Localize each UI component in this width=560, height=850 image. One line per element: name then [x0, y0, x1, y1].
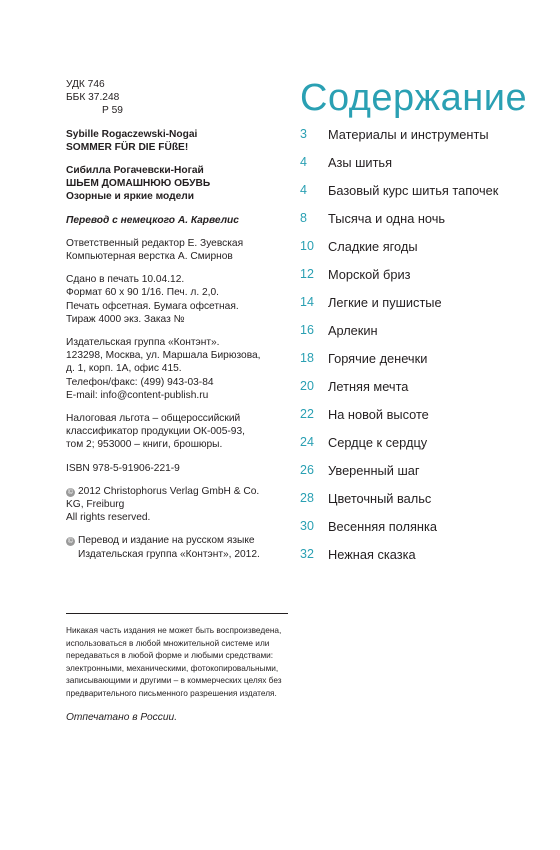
copyright-icon: © [67, 488, 74, 496]
toc-item[interactable] [300, 540, 540, 568]
toc-item-label: Нежная сказка [328, 546, 416, 562]
toc-item-label: На новой высоте [328, 406, 429, 422]
copyright-icon: © [67, 538, 74, 546]
toc-page-number: 24 [300, 435, 314, 449]
toc-page-number: 22 [300, 407, 314, 421]
udk-code: УДК 746 [66, 79, 105, 90]
toc-item-label: Морской бриз [328, 266, 411, 282]
toc-page-number: 4 [300, 155, 307, 169]
toc-item-label: Азы шитья [328, 154, 393, 170]
legal-line: использоваться в любой множительной системе или [66, 637, 270, 648]
toc-page-number: 8 [300, 211, 307, 225]
rights-reserved: All rights reserved. [66, 512, 151, 524]
toc-item[interactable] [300, 400, 540, 428]
original-author: Sybille Rogaczewski-Nogai [66, 128, 198, 140]
tax-line: классификатор продукции ОК-005-93, [66, 426, 245, 438]
divider-line [66, 613, 288, 614]
toc-page-number: 3 [300, 127, 307, 141]
toc-item[interactable] [300, 428, 540, 456]
toc-page-number: 32 [300, 547, 314, 561]
legal-line: передаваться в любой форме и любыми средствами: [66, 650, 274, 661]
toc-item[interactable] [300, 344, 540, 372]
table-of-contents [300, 120, 540, 568]
copyright-text: Издательская группа «Контэнт», 2012. [78, 548, 260, 560]
publisher-phone: Телефон/факс: (499) 943-03-84 [66, 376, 214, 388]
toc-title: Содержание [300, 77, 528, 119]
original-edition [66, 128, 294, 154]
toc-item-label: Сердце к сердцу [328, 434, 428, 450]
toc-item[interactable] [300, 120, 540, 148]
tax-info [66, 412, 294, 452]
imprint-column [66, 78, 294, 571]
legal-line: записывающими и другими – в коммерческих целях без [66, 675, 282, 686]
toc-page-number: 20 [300, 379, 314, 393]
toc-item-label: Горячие денечки [328, 350, 428, 366]
copyright-original [66, 485, 294, 525]
toc-page-number: 28 [300, 491, 314, 505]
printed-in: Отпечатано в России. [66, 712, 178, 723]
toc-item[interactable] [300, 456, 540, 484]
toc-item[interactable] [300, 484, 540, 512]
legal-line: Никакая часть издания не может быть воспроизведена, [66, 625, 282, 635]
toc-page-number: 26 [300, 463, 314, 477]
legal-notice [66, 624, 298, 700]
toc-item[interactable] [300, 512, 540, 540]
author-mark: Р 59 [102, 105, 123, 117]
publisher-email: E-mail: info@content-publish.ru [66, 389, 209, 401]
legal-line: предварительного письменного разрешения издателя. [66, 687, 277, 698]
toc-item-label: Сладкие ягоды [328, 238, 418, 254]
print-line: Сдано в печать 10.04.12. [66, 274, 185, 286]
toc-item-label: Арлекин [328, 322, 378, 338]
copyright-line [66, 534, 294, 547]
toc-item-label: Летняя мечта [328, 378, 409, 394]
translation-credit [66, 214, 294, 227]
staff-credits [66, 237, 294, 263]
toc-item-label: Материалы и инструменты [328, 126, 489, 142]
subtitle-ru: Озорные и яркие модели [66, 191, 195, 203]
print-line: Тираж 4000 экз. Заказ № [66, 313, 185, 325]
bbk-code: ББК 37.248 [66, 92, 120, 104]
toc-item-label: Уверенный шаг [328, 462, 420, 478]
copyright-text: 2012 Christophorus Verlag GmbH & Co. [78, 485, 260, 497]
toc-page-number: 18 [300, 351, 314, 365]
classification-block [66, 78, 294, 118]
isbn: ISBN 978-5-91906-221-9 [66, 462, 180, 474]
toc-item[interactable] [300, 232, 540, 260]
toc-page-number: 16 [300, 323, 314, 337]
toc-item[interactable] [300, 372, 540, 400]
publisher-line: д. 1, корп. 1А, офис 415. [66, 363, 182, 375]
toc-item[interactable] [300, 204, 540, 232]
publisher-info [66, 336, 294, 402]
toc-item[interactable] [300, 260, 540, 288]
title-ru: ШЬЕМ ДОМАШНЮЮ ОБУВЬ [66, 178, 211, 190]
editor: Ответственный редактор Е. Зуевская [66, 237, 244, 249]
toc-item[interactable] [300, 288, 540, 316]
tax-line: Налоговая льгота – общероссийский [66, 413, 241, 425]
toc-page-number: 10 [300, 239, 314, 253]
toc-page-number: 4 [300, 183, 307, 197]
print-line: Печать офсетная. Бумага офсетная. [66, 300, 239, 312]
publisher-line: 123298, Москва, ул. Маршала Бирюзова, [66, 350, 261, 362]
toc-page-number: 14 [300, 295, 314, 309]
translator: Перевод с немецкого А. Карвелис [66, 214, 239, 226]
tax-line: том 2; 953000 – книги, брошюры. [66, 439, 223, 451]
copyright-translation [66, 534, 294, 560]
toc-page-number: 12 [300, 267, 314, 281]
legal-line: электронными, механическими, фотокопировальными, [66, 662, 279, 673]
toc-item-label: Легкие и пушистые [328, 294, 442, 310]
isbn-block [66, 462, 294, 475]
toc-item[interactable] [300, 316, 540, 344]
toc-item[interactable] [300, 176, 540, 204]
copyright-text: KG, Freiburg [66, 499, 125, 511]
print-line: Формат 60 х 90 1/16. Печ. л. 2,0. [66, 287, 219, 299]
toc-item-label: Базовый курс шитья тапочек [328, 182, 499, 198]
toc-item-label: Весенняя полянка [328, 518, 437, 534]
author-ru: Сибилла Рогачевски-Ногай [66, 165, 204, 177]
publisher-line: Издательская группа «Контэнт». [66, 337, 220, 349]
toc-page-number: 30 [300, 519, 314, 533]
original-title: SOMMER FÜR DIE FÜßE! [66, 141, 189, 153]
copyright-line [66, 485, 294, 498]
copyright-text: Перевод и издание на русском языке [78, 535, 255, 547]
toc-item[interactable] [300, 148, 540, 176]
print-info [66, 273, 294, 326]
russian-edition [66, 164, 294, 204]
toc-item-label: Цветочный вальс [328, 490, 432, 506]
layout-artist: Компьютерная верстка А. Смирнов [66, 251, 233, 263]
toc-item-label: Тысяча и одна ночь [328, 210, 446, 226]
